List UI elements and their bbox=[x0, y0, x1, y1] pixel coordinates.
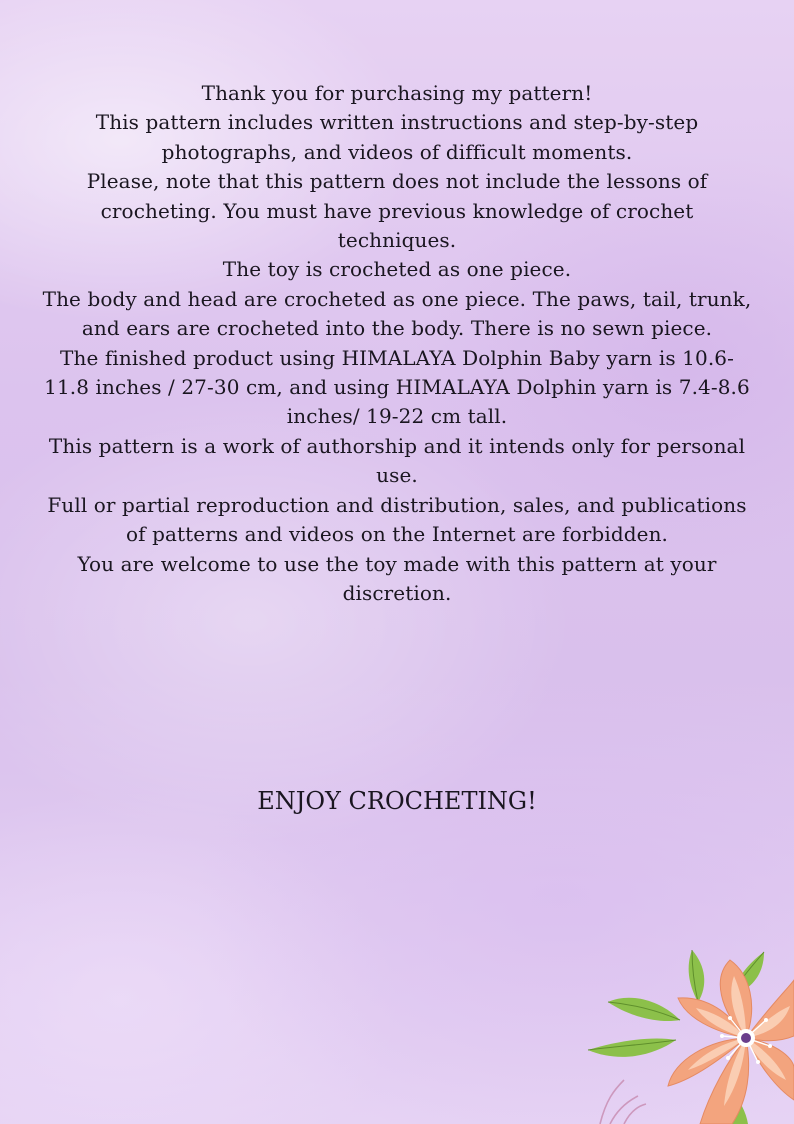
closing-heading: ENJOY CROCHETING! bbox=[257, 787, 537, 815]
paragraph-authorship: This pattern is a work of authorship and it intends only for personal use. bbox=[48, 433, 746, 488]
paragraph-thanks: Thank you for purchasing my pattern! bbox=[201, 81, 593, 105]
paragraph-reproduction: Full or partial reproduction and distribution, sales, and publications of patterns and videos on the Internet are forbidden. bbox=[47, 492, 747, 547]
paragraph-includes: This pattern includes written instructions and step-by-step photographs, and videos of difficult moments. bbox=[95, 110, 699, 164]
paragraph-welcome: You are welcome to use the toy made with this pattern at your discretion. bbox=[77, 551, 717, 605]
paragraph-note: Please, note that this pattern does not include the lessons of crocheting. You must have previous knowledge of crochet techniques. bbox=[86, 169, 708, 253]
flower-icon bbox=[580, 940, 794, 1124]
paragraph-one-piece: The toy is crocheted as one piece. bbox=[222, 257, 572, 282]
paragraph-finished-size: The finished product using HIMALAYA Dolphin Baby yarn is 10.6-11.8 inches / 27-30 cm, and using HIMALAYA Dolphin yarn is 7.4-8.6 inches/ 19-22 cm tall. bbox=[44, 345, 750, 429]
paragraph-construction: The body and head are crocheted as one piece. The paws, tail, trunk, and ears are crocheted into the body. There is no sewn piece. bbox=[42, 286, 752, 341]
intro-text bbox=[40, 79, 754, 608]
